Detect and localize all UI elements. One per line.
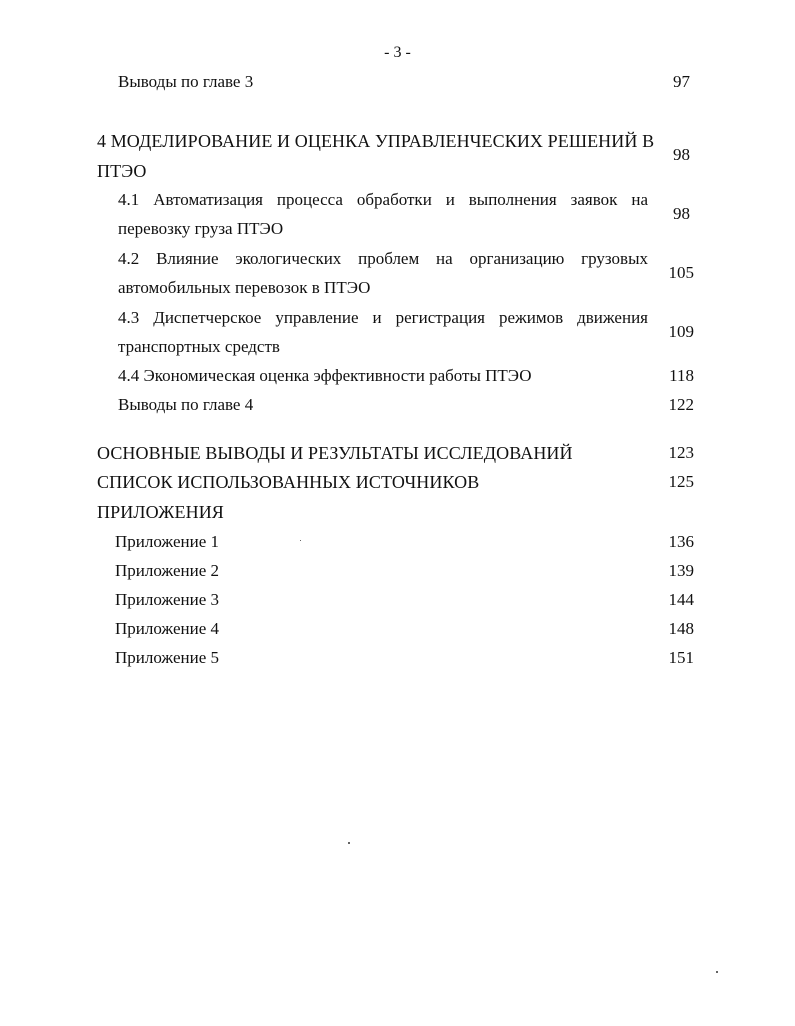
toc-entry-label: Приложение 3 (115, 590, 219, 609)
toc-entry-label: Приложение 5 (115, 648, 219, 667)
toc-entry-label: Приложение 4 (115, 619, 219, 638)
toc-entry-label: Выводы по главе 4 (118, 395, 254, 414)
section-title-line-1: 4.1 Автоматизация процесса обработки и выполнения заявок на (118, 190, 648, 209)
toc-entry-page: 125 (668, 472, 694, 491)
toc-entry-label: СПИСОК ИСПОЛЬЗОВАННЫХ ИСТОЧНИКОВ (97, 472, 480, 492)
section-title-line-1: 4.3 Диспетчерское управление и регистрация режимов движения (118, 308, 648, 327)
toc-entry-label: Выводы по главе 3 (118, 72, 254, 91)
toc-entry-label: Приложение 2 (115, 561, 219, 580)
toc-entry-page: 123 (668, 443, 694, 462)
toc-entry-page: 109 (668, 322, 694, 341)
section-title-line-2: транспортных средств (118, 337, 280, 356)
toc-entry-page: 118 (669, 366, 694, 385)
toc-entry-page: 151 (668, 648, 694, 667)
section-title-line-2: автомобильных перевозок в ПТЭО (118, 278, 371, 297)
toc-entry-page: 139 (668, 561, 694, 580)
toc-entry-label: ПРИЛОЖЕНИЯ (97, 502, 224, 522)
toc-entry-page: 136 (668, 532, 694, 551)
toc-entry-page: 98 (673, 145, 690, 164)
toc-entry-page: 144 (668, 590, 694, 609)
toc-entry-label: ОСНОВНЫЕ ВЫВОДЫ И РЕЗУЛЬТАТЫ ИССЛЕДОВАНИЙ (97, 443, 573, 463)
scan-speck (716, 971, 718, 973)
page-number: - 3 - (384, 44, 411, 61)
toc-entry-label: 4.4 Экономическая оценка эффективности работы ПТЭО (118, 366, 532, 385)
chapter-title-line-2: ПТЭО (97, 161, 147, 181)
chapter-title-line-1: 4 МОДЕЛИРОВАНИЕ И ОЦЕНКА УПРАВЛЕНЧЕСКИХ РЕШЕНИЙ В (97, 131, 655, 151)
toc-entry-page: 105 (668, 263, 694, 282)
scan-speck (300, 540, 301, 541)
section-title-line-2: перевозку груза ПТЭО (118, 219, 284, 238)
section-title-line-1: 4.2 Влияние экологических проблем на организацию грузовых (118, 249, 648, 268)
toc-entry-page: 97 (673, 72, 690, 91)
toc-entry-page: 98 (673, 204, 690, 223)
toc-entry-page: 122 (668, 395, 694, 414)
scan-speck (348, 842, 350, 844)
toc-entry-page: 148 (668, 619, 694, 638)
toc-entry-label: Приложение 1 (115, 532, 219, 551)
